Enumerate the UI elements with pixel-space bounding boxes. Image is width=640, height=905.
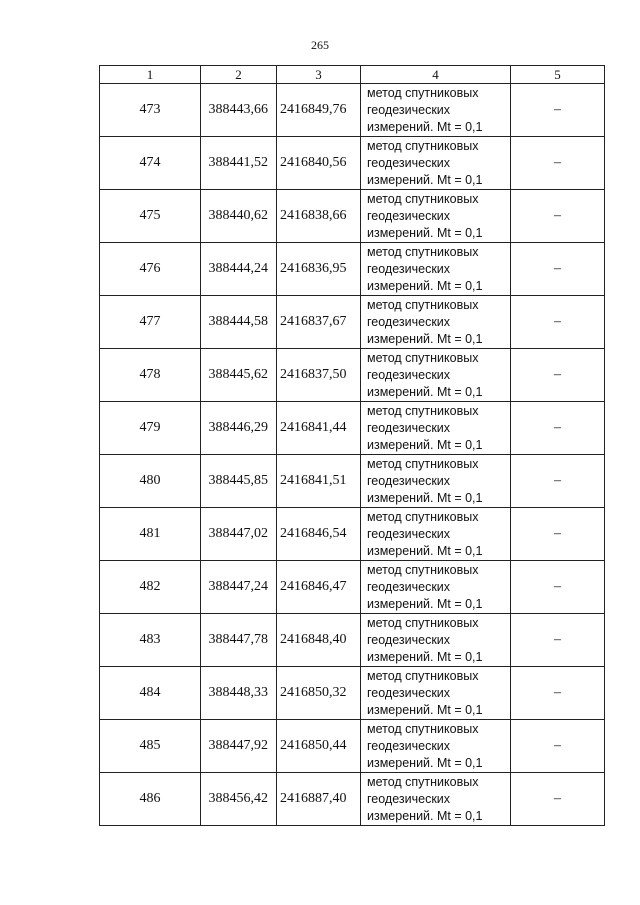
column-5-cell: – (511, 137, 605, 190)
x-coordinate-cell: 388447,02 (201, 508, 277, 561)
y-coordinate-cell: 2416836,95 (277, 243, 361, 296)
method-line: метод спутниковых (367, 350, 479, 365)
method-line: геодезических (367, 314, 451, 329)
y-coordinate-cell: 2416850,44 (277, 720, 361, 773)
method-line: метод спутниковых (367, 191, 479, 206)
method-line: геодезических (367, 367, 451, 382)
method-line: геодезических (367, 685, 451, 700)
column-5-cell: – (511, 614, 605, 667)
method-line: геодезических (367, 420, 451, 435)
method-line: измерений. Mt = 0,1 (367, 755, 483, 770)
method-cell (361, 296, 511, 349)
method-line: измерений. Mt = 0,1 (367, 172, 483, 187)
x-coordinate-cell: 388444,58 (201, 296, 277, 349)
method-line: метод спутниковых (367, 615, 479, 630)
column-5-cell: – (511, 190, 605, 243)
x-coordinate-cell: 388446,29 (201, 402, 277, 455)
method-line: геодезических (367, 579, 451, 594)
point-number-cell: 478 (100, 349, 201, 402)
method-line: метод спутниковых (367, 244, 479, 259)
method-cell (361, 561, 511, 614)
method-line: измерений. Mt = 0,1 (367, 702, 483, 717)
point-number-cell: 475 (100, 190, 201, 243)
table-row (100, 667, 605, 720)
x-coordinate-cell: 388445,85 (201, 455, 277, 508)
method-line: метод спутниковых (367, 721, 479, 736)
method-line: метод спутниковых (367, 456, 479, 471)
method-line: геодезических (367, 526, 451, 541)
method-cell (361, 137, 511, 190)
point-number-cell: 474 (100, 137, 201, 190)
table-row (100, 243, 605, 296)
point-number-cell: 473 (100, 84, 201, 137)
x-coordinate-cell: 388444,24 (201, 243, 277, 296)
column-header: 3 (277, 66, 361, 84)
point-number-cell: 483 (100, 614, 201, 667)
method-line: измерений. Mt = 0,1 (367, 331, 483, 346)
column-5-cell: – (511, 296, 605, 349)
method-line: метод спутниковых (367, 668, 479, 683)
column-5-cell: – (511, 667, 605, 720)
table-body (100, 84, 605, 826)
point-number-cell: 480 (100, 455, 201, 508)
y-coordinate-cell: 2416841,51 (277, 455, 361, 508)
point-number-cell: 486 (100, 773, 201, 826)
method-line: геодезических (367, 473, 451, 488)
column-header: 2 (201, 66, 277, 84)
method-line: метод спутниковых (367, 509, 479, 524)
method-line: метод спутниковых (367, 403, 479, 418)
point-number-cell: 481 (100, 508, 201, 561)
method-line: метод спутниковых (367, 138, 479, 153)
y-coordinate-cell: 2416846,47 (277, 561, 361, 614)
method-cell (361, 349, 511, 402)
column-5-cell: – (511, 720, 605, 773)
column-5-cell: – (511, 349, 605, 402)
page-number: 265 (311, 38, 329, 52)
method-cell (361, 667, 511, 720)
column-5-cell: – (511, 402, 605, 455)
x-coordinate-cell: 388447,78 (201, 614, 277, 667)
table-row (100, 508, 605, 561)
table-row (100, 614, 605, 667)
table-row (100, 402, 605, 455)
method-line: геодезических (367, 102, 451, 117)
header-row (100, 66, 605, 84)
table-row (100, 349, 605, 402)
table-row (100, 561, 605, 614)
method-cell (361, 773, 511, 826)
y-coordinate-cell: 2416846,54 (277, 508, 361, 561)
y-coordinate-cell: 2416850,32 (277, 667, 361, 720)
column-5-cell: – (511, 773, 605, 826)
y-coordinate-cell: 2416837,50 (277, 349, 361, 402)
method-cell (361, 508, 511, 561)
method-line: измерений. Mt = 0,1 (367, 384, 483, 399)
x-coordinate-cell: 388447,24 (201, 561, 277, 614)
method-cell (361, 190, 511, 243)
x-coordinate-cell: 388445,62 (201, 349, 277, 402)
table-row (100, 137, 605, 190)
column-header: 1 (100, 66, 201, 84)
method-line: геодезических (367, 155, 451, 170)
x-coordinate-cell: 388443,66 (201, 84, 277, 137)
y-coordinate-cell: 2416837,67 (277, 296, 361, 349)
y-coordinate-cell: 2416849,76 (277, 84, 361, 137)
point-number-cell: 477 (100, 296, 201, 349)
column-5-cell: – (511, 561, 605, 614)
y-coordinate-cell: 2416840,56 (277, 137, 361, 190)
column-header: 5 (511, 66, 605, 84)
table-row (100, 455, 605, 508)
method-line: измерений. Mt = 0,1 (367, 808, 483, 823)
table-row (100, 720, 605, 773)
x-coordinate-cell: 388447,92 (201, 720, 277, 773)
method-line: метод спутниковых (367, 297, 479, 312)
method-line: измерений. Mt = 0,1 (367, 543, 483, 558)
coordinates-table (99, 65, 605, 826)
table-row (100, 296, 605, 349)
method-line: геодезических (367, 632, 451, 647)
point-number-cell: 484 (100, 667, 201, 720)
method-line: измерений. Mt = 0,1 (367, 119, 483, 134)
point-number-cell: 485 (100, 720, 201, 773)
column-header: 4 (361, 66, 511, 84)
method-cell (361, 243, 511, 296)
y-coordinate-cell: 2416848,40 (277, 614, 361, 667)
point-number-cell: 479 (100, 402, 201, 455)
point-number-cell: 482 (100, 561, 201, 614)
table-row (100, 773, 605, 826)
table-row (100, 190, 605, 243)
x-coordinate-cell: 388448,33 (201, 667, 277, 720)
column-5-cell: – (511, 508, 605, 561)
column-5-cell: – (511, 84, 605, 137)
method-cell (361, 402, 511, 455)
method-cell (361, 720, 511, 773)
method-line: геодезических (367, 791, 451, 806)
x-coordinate-cell: 388441,52 (201, 137, 277, 190)
method-line: метод спутниковых (367, 774, 479, 789)
method-line: измерений. Mt = 0,1 (367, 278, 483, 293)
column-5-cell: – (511, 455, 605, 508)
method-line: измерений. Mt = 0,1 (367, 225, 483, 240)
method-line: измерений. Mt = 0,1 (367, 490, 483, 505)
method-line: геодезических (367, 208, 451, 223)
table-row (100, 84, 605, 137)
method-cell (361, 455, 511, 508)
column-5-cell: – (511, 243, 605, 296)
method-line: геодезических (367, 261, 451, 276)
method-line: геодезических (367, 738, 451, 753)
method-line: измерений. Mt = 0,1 (367, 596, 483, 611)
y-coordinate-cell: 2416838,66 (277, 190, 361, 243)
method-line: измерений. Mt = 0,1 (367, 437, 483, 452)
method-line: метод спутниковых (367, 85, 479, 100)
method-cell (361, 614, 511, 667)
point-number-cell: 476 (100, 243, 201, 296)
method-cell (361, 84, 511, 137)
y-coordinate-cell: 2416887,40 (277, 773, 361, 826)
method-line: метод спутниковых (367, 562, 479, 577)
y-coordinate-cell: 2416841,44 (277, 402, 361, 455)
x-coordinate-cell: 388456,42 (201, 773, 277, 826)
x-coordinate-cell: 388440,62 (201, 190, 277, 243)
method-line: измерений. Mt = 0,1 (367, 649, 483, 664)
